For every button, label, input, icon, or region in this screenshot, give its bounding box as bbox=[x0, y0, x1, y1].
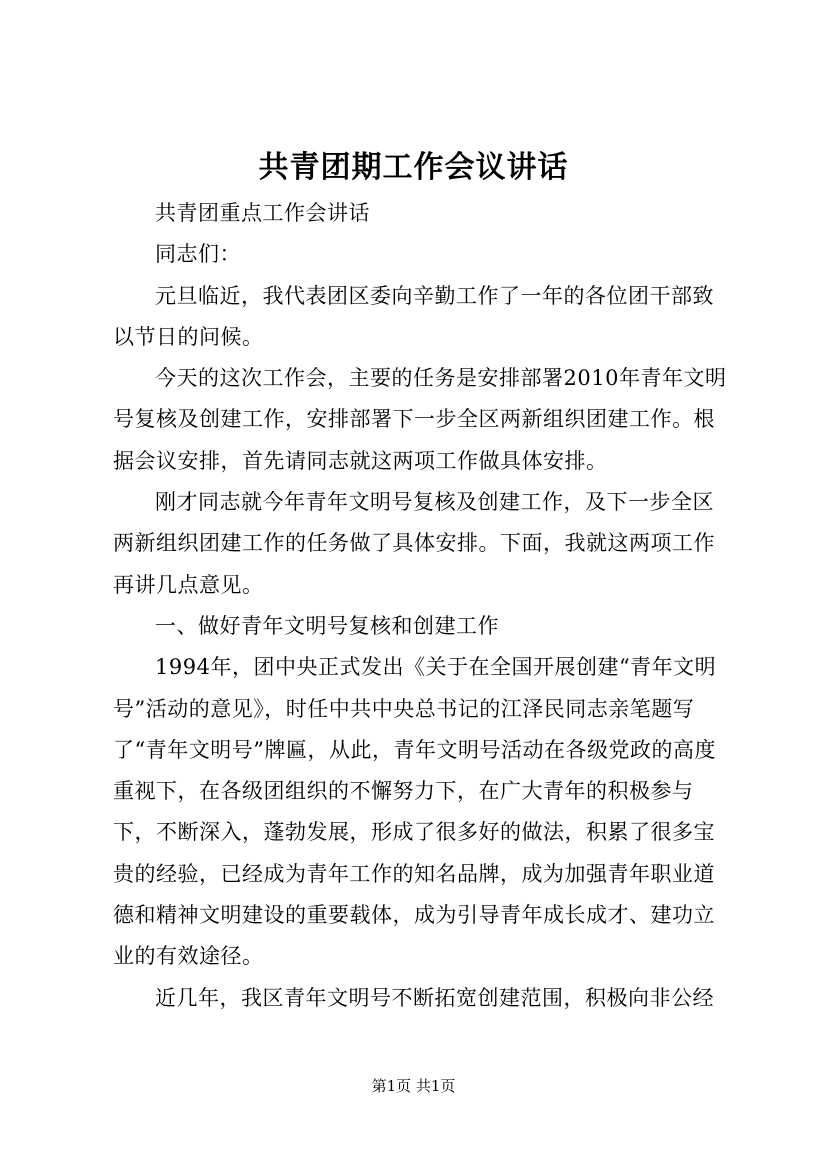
page-footer: 第1页 共1页 bbox=[371, 1077, 456, 1095]
paragraph-subtitle: 共青团重点工作会讲话 bbox=[155, 201, 370, 225]
paragraph-meeting-tasks: 今天的这次工作会，主要的任务是安排部署2010年青年文明号复核及创建工作，安排部署下一步全区两新组织团建工作。根据会议安排，首先请同志就这两项工作做具体安排。 bbox=[113, 366, 727, 473]
document-body bbox=[113, 193, 731, 1019]
paragraph-arrangements: 刚才同志就今年青年文明号复核及创建工作，及下一步全区两新组织团建工作的任务做了具体安排。下面，我就这两项工作再讲几点意见。 bbox=[113, 490, 715, 597]
page-title: 共青团期工作会议讲话 bbox=[258, 150, 569, 185]
paragraph-recent-years: 近几年，我区青年文明号不断拓宽创建范围，积极向非公经 bbox=[155, 985, 714, 1010]
section-heading-1: 一、做好青年文明号复核和创建工作 bbox=[155, 613, 499, 638]
paragraph-salutation: 同志们： bbox=[155, 242, 241, 267]
paragraph-history: 1994年，团中央正式发出《关于在全国开展创建“青年文明号”活动的意见》，时任中共中央总书记的江泽民同志亲笔题写了“青年文明号”牌匾，从此，青年文明号活动在各级党政的高度重视下，在各级团组织的不懈努力下，在广大青年的积极参与下，不断深入，蓬勃发展，形成了很多好的做法，积累了很多宝贵的经验，已经成为青年工作的知名品牌，成为加强青年职业道德和精神文明建设的重要载体，成为引导青年成长成才、建功立业的有效途径。 bbox=[113, 655, 717, 969]
paragraph-greeting: 元旦临近，我代表团区委向辛勤工作了一年的各位团干部致以节日的问候。 bbox=[113, 283, 714, 349]
